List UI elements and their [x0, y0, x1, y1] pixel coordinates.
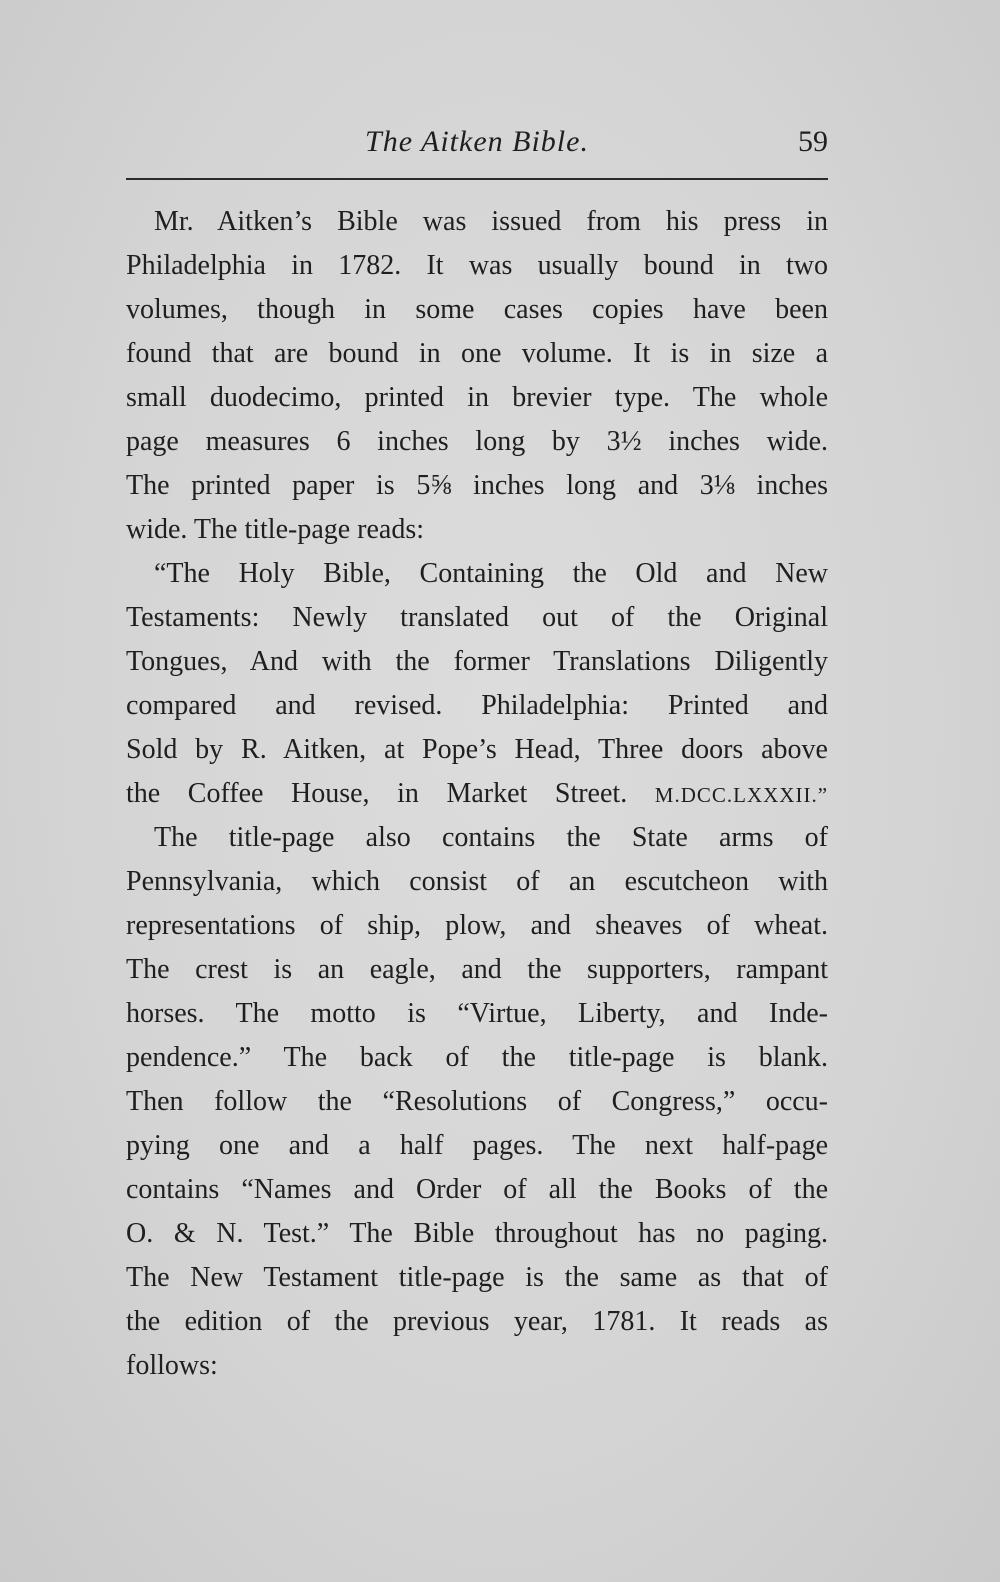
text-line-with-date	[126, 772, 828, 816]
running-head	[126, 122, 828, 166]
text-line: Tongues, And with the former Translations Diligently	[126, 646, 828, 677]
text-line: The title-page also contains the State arms of	[126, 822, 828, 853]
text-line: volumes, though in some cases copies have been	[126, 294, 828, 325]
text-line: “The Holy Bible, Containing the Old and New	[126, 558, 828, 589]
running-title: The Aitken Bible.	[365, 125, 589, 158]
text-line: Mr. Aitken’s Bible was issued from his press in	[126, 206, 828, 237]
text-line: representations of ship, plow, and sheaves of wheat.	[126, 910, 828, 941]
text-line: The printed paper is 5⅝ inches long and 3⅛ inches	[126, 470, 828, 501]
text-line: wide. The title-page reads:	[126, 514, 425, 545]
header-rule	[126, 178, 828, 180]
body-text	[126, 200, 828, 1388]
text-line: compared and revised. Philadelphia: Printed and	[126, 690, 828, 721]
text-line: pendence.” The back of the title-page is blank.	[126, 1042, 828, 1073]
text-line: Sold by R. Aitken, at Pope’s Head, Three doors above	[126, 734, 828, 765]
text-line: Pennsylvania, which consist of an escutcheon with	[126, 866, 828, 897]
text-line: horses. The motto is “Virtue, Liberty, and Inde-	[126, 998, 828, 1029]
text-line: The crest is an eagle, and the supporters, rampant	[126, 954, 828, 985]
text-line: Then follow the “Resolutions of Congress,” occu-	[126, 1086, 828, 1117]
text-line: found that are bound in one volume. It is in size a	[126, 338, 828, 369]
page-number: 59	[798, 125, 828, 158]
text-line: the edition of the previous year, 1781. It reads as	[126, 1306, 828, 1337]
text-line: The New Testament title-page is the same as that of	[126, 1262, 828, 1293]
text-line: Testaments: Newly translated out of the Original	[126, 602, 828, 633]
text-line: page measures 6 inches long by 3½ inches wide.	[126, 426, 828, 457]
imprint-date: M.DCC.LXXXII.”	[654, 783, 829, 807]
text-line: contains “Names and Order of all the Books of the	[126, 1174, 828, 1205]
text-line: follows:	[126, 1350, 218, 1381]
text-line: Philadelphia in 1782. It was usually bound in two	[126, 250, 828, 281]
text-line: O. & N. Test.” The Bible throughout has no paging.	[126, 1218, 828, 1249]
text-line: the Coffee House, in Market Street.	[126, 778, 628, 809]
text-line: small duodecimo, printed in brevier type. The whole	[126, 382, 828, 413]
text-line: pying one and a half pages. The next half-page	[126, 1130, 828, 1161]
